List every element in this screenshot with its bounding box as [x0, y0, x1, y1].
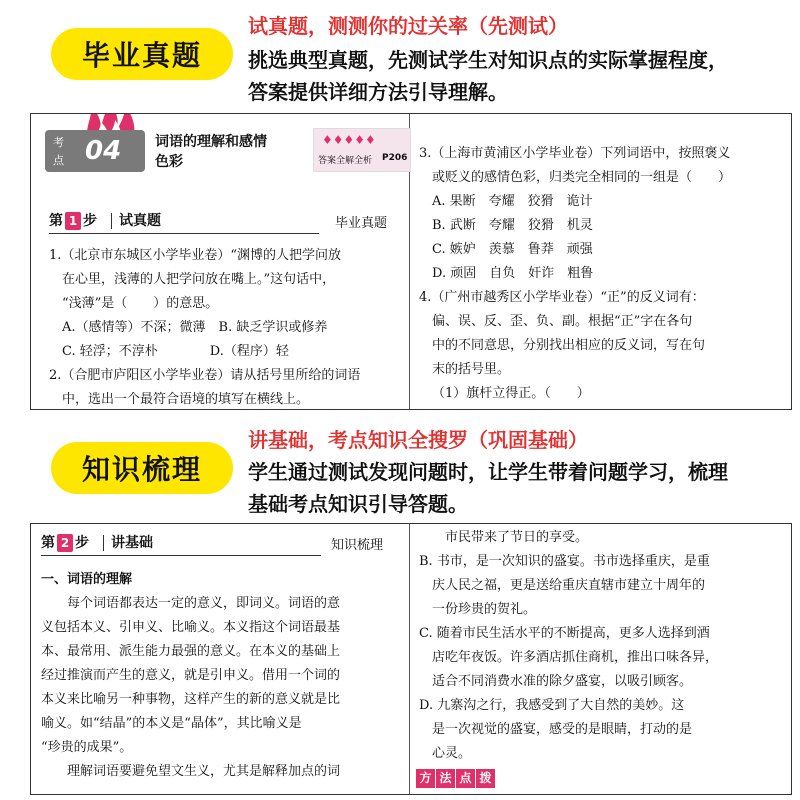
q4-item1: （1）旗杆立得正。（ ） — [432, 386, 590, 401]
kaodian-header — [45, 122, 409, 186]
q3-line1: 3.（上海市黄浦区小学毕业卷）下列词语中，按照褒义 — [419, 146, 731, 161]
kaodian-char-kao: 考 — [53, 136, 64, 149]
kaodian-title — [155, 132, 267, 172]
q1-line1: 1.（北京市东城区小学毕业卷）“渊博的人把学问放 — [49, 248, 342, 263]
q4-line3: 中的不同意思，分别找出相应的反义词，写在句 — [432, 338, 706, 353]
paragraph-line: 义包括本义、引申义、比喻义。本义指这个词语最基 — [41, 620, 341, 635]
paragraph-line: 理解词语要避免望文生义，尤其是解释加点的词 — [67, 764, 341, 779]
q1-line3: “浅薄”是（ ）的意思。 — [62, 296, 219, 311]
q4-line4: 末的括号里。 — [432, 362, 511, 377]
q3-option-d: D. 顽固 自负 奸诈 粗鲁 — [432, 266, 594, 281]
difficulty-panel — [313, 128, 411, 172]
section1-desc-line2: 答案提供详细方法引导理解。 — [248, 80, 508, 104]
box1-left-column — [49, 244, 360, 410]
q2-line2: 中，选出一个最符合语境的填写在横线上。 — [62, 392, 310, 407]
method-char: 点 — [456, 769, 475, 788]
kaodian-tab — [45, 130, 145, 172]
kaodian-char-dian: 点 — [53, 154, 64, 167]
method-char: 法 — [436, 769, 455, 788]
step2-right: 知识梳理 — [331, 538, 384, 553]
step2-name: 讲基础 — [111, 535, 153, 551]
paragraph-line: 经过推演而产生的意义，就是引申义。借用一个词的 — [41, 668, 341, 683]
option-line: 市民带来了节日的享受。 — [445, 530, 589, 545]
knowledge-box — [30, 523, 792, 795]
section-badge-knowledge: 知识梳理 — [51, 442, 233, 494]
box2-right-column — [419, 526, 718, 766]
step1-right: 毕业真题 — [335, 216, 388, 231]
paragraph-line: 每个词语都表达一定的意义，即词义。词语的意 — [67, 596, 341, 611]
q1-options-cd: C. 轻浮；不淳朴 D.（程序）轻 — [62, 344, 289, 359]
option-b-line2: 庆人民之福，更是送给重庆直辖市建立十周年的 — [432, 578, 706, 593]
option-d-line2: 是一次视觉的盛宴，感受的是眼睛，打动的是 — [432, 722, 693, 737]
option-b-line3: 一份珍贵的贺礼。 — [432, 602, 537, 617]
step1-header — [49, 210, 399, 232]
kaodian-number: 04 — [85, 136, 122, 166]
option-c-line1: C. 随着市民生活水平的不断提高，更多人选择到酒 — [419, 626, 710, 641]
box2-left-column — [41, 568, 340, 784]
option-c-line2: 店吃年夜饭。许多酒店抓住商机，推出口味各异， — [432, 650, 719, 665]
option-d-line3: 心灵。 — [432, 746, 472, 761]
section2-desc-line1: 学生通过测试发现问题时，让学生带着问题学习，梳理 — [248, 460, 728, 484]
section1-red-subtitle: 试真题，测测你的过关率（先测试） — [248, 14, 568, 38]
section2-red-subtitle: 讲基础，考点知识全搜罗（巩固基础） — [248, 428, 588, 452]
q2-line1: 2.（合肥市庐阳区小学毕业卷）请从括号里所给的词语 — [49, 368, 361, 383]
column-divider-2 — [409, 524, 410, 794]
answer-page: P206 — [382, 153, 408, 163]
option-d-line1: D. 九寨沟之行，我感受到了大自然的美妙。这 — [419, 698, 685, 713]
exam-questions-box — [30, 113, 792, 410]
step1-label: 第 1 步 — [49, 213, 97, 229]
section-heading-word-meaning: 一、词语的理解 — [41, 572, 133, 587]
kaodian-title-line2: 色彩 — [155, 154, 183, 170]
box1-right-column — [419, 142, 731, 406]
q3-option-c: C. 嫉妒 羡慕 鲁莽 顽强 — [432, 242, 593, 257]
q4-line1: 4.（广州市越秀区小学毕业卷）“正”的反义词有： — [419, 290, 705, 305]
option-c-line3: 适合不同消费水准的除夕盛宴，以吸引顾客。 — [432, 674, 693, 689]
method-char: 拨 — [476, 769, 495, 788]
q4-line2: 偏、误、反、歪、负、副。根据“正”字在各句 — [432, 314, 693, 329]
method-tip-label — [416, 769, 495, 789]
q3-option-b: B. 武断 夸耀 狡猾 机灵 — [432, 218, 593, 233]
q3-line2: 或贬义的感情色彩，归类完全相同的一组是（ ） — [432, 170, 732, 185]
paragraph-line: “珍贵的成果”。 — [41, 740, 133, 755]
paragraph-line: 喻义。如“结晶”的本义是“晶体”，其比喻义是 — [41, 716, 302, 731]
step2-label: 第 2 步 — [41, 535, 89, 551]
paragraph-line: 本、最常用、派生能力最强的意义。在本义的基础上 — [41, 644, 341, 659]
answer-label: 答案全解全析 — [318, 156, 373, 166]
step2-header — [41, 532, 401, 554]
kaodian-title-line1: 词语的理解和感情 — [155, 134, 267, 150]
q3-option-a: A. 果断 夸耀 狡猾 诡计 — [432, 194, 593, 209]
method-char: 方 — [416, 769, 435, 788]
section1-desc-line1: 挑选典型真题，先测试学生对知识点的实际掌握程度， — [248, 48, 728, 72]
option-b-line1: B. 书市，是一次知识的盛宴。书市选择重庆，是重 — [419, 554, 710, 569]
q1-options-ab: A.（感情等）不深；微薄 B. 缺乏学识或修养 — [62, 320, 328, 335]
step1-name: 试真题 — [119, 213, 161, 229]
q1-line2: 在心里，浅薄的人把学问放在嘴上。”这句话中， — [62, 272, 336, 287]
section-badge-graduation: 毕业真题 — [51, 28, 233, 80]
difficulty-drops-icon: ♦♦♦♦♦ — [322, 133, 376, 147]
section2-desc-line2: 基础考点知识引导答题。 — [248, 492, 468, 516]
paragraph-line: 本义来比喻另一种事物，这样产生的新的意义就是比 — [41, 692, 341, 707]
